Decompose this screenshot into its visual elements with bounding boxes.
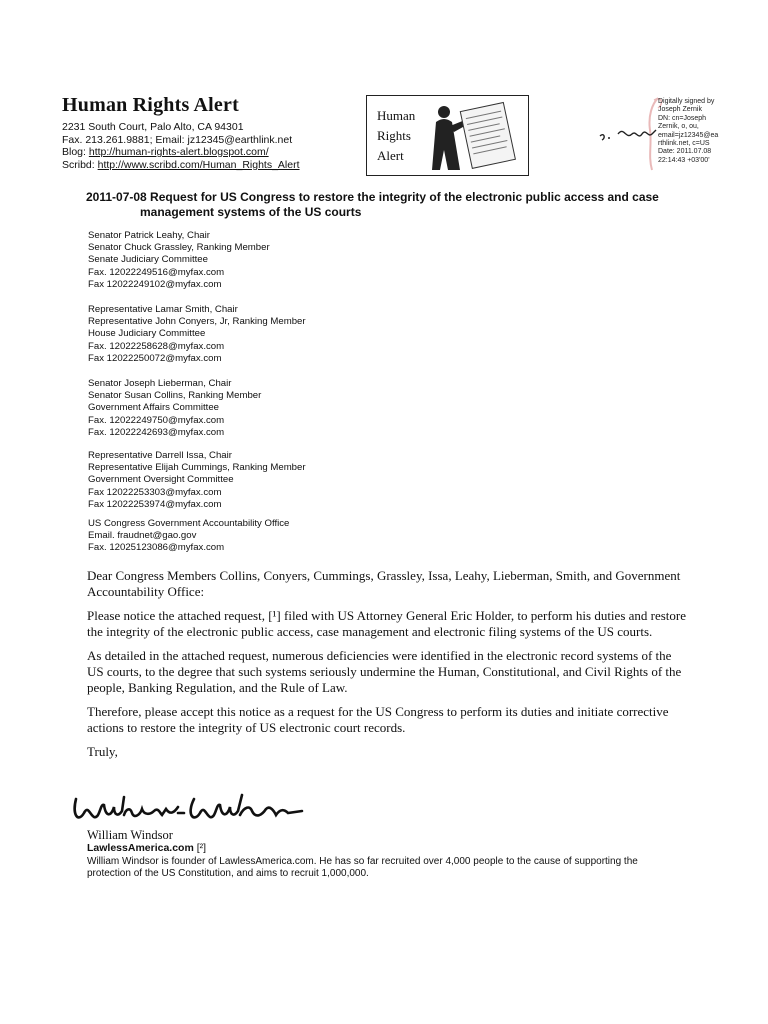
digital-signature-text (658, 98, 748, 165)
recipient-line: Senator Joseph Lieberman, Chair (88, 378, 232, 389)
salutation: Dear Congress Members Collins, Conyers, Cummings, Grassley, Issa, Leahy, Lieberman, Smith, and Government Accountability Office: (87, 568, 681, 599)
recipient-line: Fax. 12022242693@myfax.com (88, 426, 225, 438)
org-contact: Fax. 213.261.9881; Email: jz12345@earthlink.net (62, 133, 293, 146)
document-title (86, 190, 686, 219)
recipient-line: Fax. 12022249750@myfax.com (88, 414, 225, 426)
blog-line (62, 146, 300, 159)
person-with-document-icon (430, 100, 522, 172)
org-name: Human Rights Alert (62, 94, 239, 116)
recipient-line: Email. fraudnet@gao.gov (88, 530, 197, 542)
blog-label: Blog: (62, 146, 86, 158)
recipient-block (88, 304, 306, 365)
recipient-line: Senator Chuck Grassley, Ranking Member (88, 242, 270, 254)
recipient-line: Fax 12022249102@myfax.com (88, 278, 222, 290)
body-paragraph: As detailed in the attached request, numerous deficiencies were identified in the electronic record systems of the US courts, to the degree that such systems seriously undermine the Human, Constitutional, and Civil Rights of the people, Banking Regulation, and the Rule of Law. (87, 648, 682, 695)
title-line-2: management systems of the US courts (140, 204, 362, 219)
signer-website (87, 842, 206, 854)
org-address: 2231 South Court, Palo Alto, CA 94301 (62, 121, 244, 133)
signer-name: William Windsor (87, 828, 173, 842)
recipient-block (88, 518, 289, 555)
footnote-ref: [²] (196, 842, 207, 854)
org-logo (366, 95, 529, 176)
recipient-line: Fax 12022253303@myfax.com (88, 486, 222, 498)
closing: Truly, (87, 744, 118, 759)
stamp-line: Date: 2011.07.08 (658, 148, 712, 156)
recipient-line: Government Affairs Committee (88, 402, 219, 414)
recipient-line: US Congress Government Accountability Office (88, 518, 290, 529)
scribd-link[interactable]: http://www.scribd.com/Human_Rights_Alert (97, 158, 300, 171)
recipient-line: Senate Judiciary Committee (88, 254, 208, 266)
stamp-line: 22:14:43 +03'00' (658, 156, 710, 164)
recipient-line: Fax. 12022258628@myfax.com (88, 340, 225, 352)
org-contact-block (62, 121, 300, 171)
body-paragraph: Therefore, please accept this notice as a request for the US Congress to perform its duties and initiate corrective actions to restore the integrity of US electronic court records. (87, 704, 669, 735)
logo-line: Human (377, 108, 416, 123)
recipient-line: Fax 12022253974@myfax.com (88, 498, 222, 510)
scribd-label: Scribd: (62, 158, 95, 171)
stamp-line: Digitally signed by (658, 98, 715, 105)
letter-body (87, 568, 687, 768)
stamp-line: rthlink.net, c=US (658, 140, 710, 148)
signer-site-name[interactable]: LawlessAmerica.com (87, 842, 194, 854)
signer-bio: William Windsor is founder of LawlessAmerica.com. He has so far recruited over 4,000 people to the cause of supporting the protection of the US Constitution, and aims to recruit 1,000,000. (87, 856, 638, 880)
recipient-line: Fax. 12025123086@myfax.com (88, 542, 225, 554)
logo-text (377, 106, 415, 166)
recipient-block (88, 378, 261, 439)
logo-line: Rights (377, 128, 411, 143)
stamp-line: Joseph Zernik (658, 106, 702, 114)
recipient-line: Government Oversight Committee (88, 474, 234, 486)
recipient-line: Senator Susan Collins, Ranking Member (88, 390, 262, 402)
title-line-1: 2011-07-08 Request for US Congress to restore the integrity of the electronic public access and case (86, 190, 659, 204)
recipient-line: Senator Patrick Leahy, Chair (88, 230, 210, 241)
recipient-line: House Judiciary Committee (88, 328, 206, 340)
stamp-line: DN: cn=Joseph (658, 114, 707, 122)
recipient-line: Representative Elijah Cummings, Ranking Member (88, 462, 306, 474)
handwritten-signature (70, 785, 350, 829)
blog-link[interactable]: http://human-rights-alert.blogspot.com/ (88, 146, 269, 158)
recipient-line: Representative Darrell Issa, Chair (88, 450, 232, 461)
stamp-line: Zernik, o, ou, (658, 123, 699, 131)
recipient-block (88, 450, 306, 511)
stamp-line: email=jz12345@ea (658, 131, 719, 139)
recipient-line: Representative John Conyers, Jr, Ranking Member (88, 316, 306, 328)
recipient-line: Representative Lamar Smith, Chair (88, 304, 238, 315)
recipient-line: Fax. 12022249516@myfax.com (88, 266, 225, 278)
recipient-line: Fax 12022250072@myfax.com (88, 352, 222, 364)
scribd-line (62, 159, 300, 172)
logo-line: Alert (377, 148, 404, 163)
body-paragraph: Please notice the attached request, [¹] filed with US Attorney General Eric Holder, to perform his duties and restore the integrity of the electronic public access, case management and electronic filing systems of the US courts. (87, 608, 687, 639)
recipient-block (88, 230, 270, 291)
